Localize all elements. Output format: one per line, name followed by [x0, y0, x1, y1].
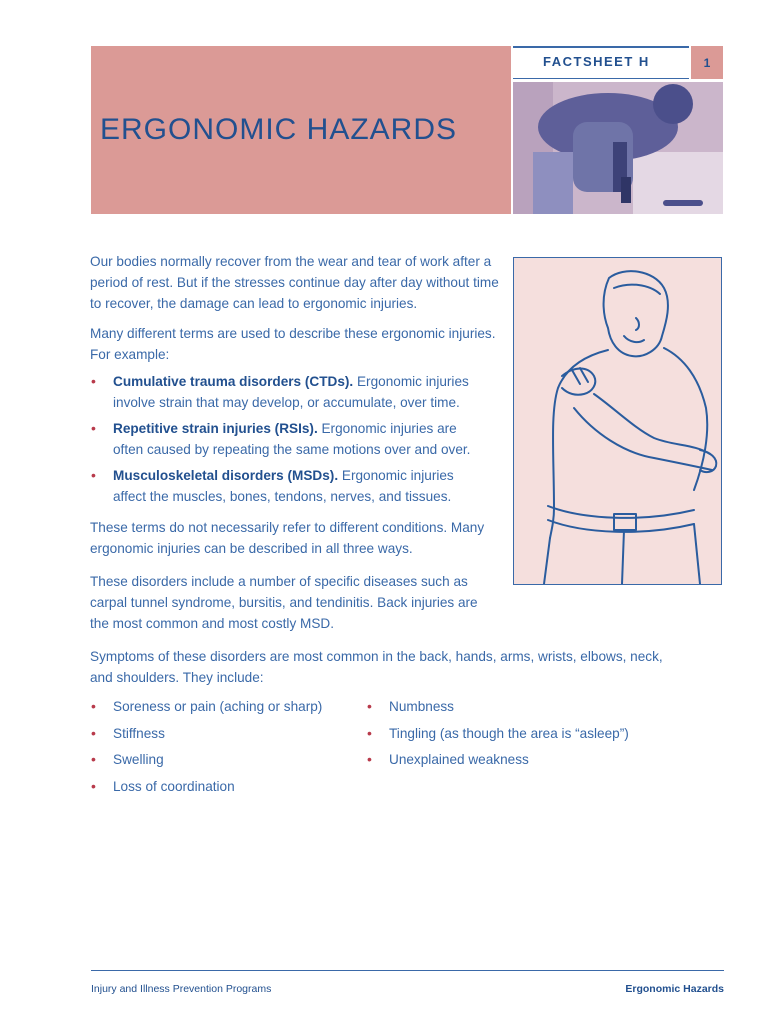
list-item [366, 723, 696, 744]
bullet-icon: • [367, 751, 372, 768]
list-item [90, 371, 490, 413]
factsheet-rule-top [513, 46, 689, 48]
bullet-icon: • [91, 724, 96, 741]
bullet-icon: • [91, 467, 96, 483]
bullet-icon: • [91, 420, 96, 436]
list-item [90, 465, 490, 507]
symptom-text: Numbness [389, 699, 454, 714]
list-item [366, 696, 696, 717]
term-description: Ergonomic injuries involve strain that may develop, or accumulate, over time. [113, 374, 469, 410]
bullet-icon: • [91, 778, 96, 795]
term-label: Repetitive strain injuries (RSIs). [113, 421, 318, 436]
symptom-text: Soreness or pain (aching or sharp) [113, 699, 323, 714]
shoulder-pain-illustration [513, 257, 722, 585]
factsheet-rule-bottom [513, 78, 689, 79]
symptom-text: Unexplained weakness [389, 752, 529, 768]
term-description: Ergonomic injuries are often caused by repeating the same motions over and over. [113, 421, 471, 457]
bullet-icon: • [367, 724, 372, 741]
bullet-icon: • [91, 373, 96, 389]
page-title: ERGONOMIC HAZARDS [100, 113, 458, 146]
list-item [90, 418, 490, 460]
symptom-text: Loss of coordination [113, 779, 235, 795]
list-item [90, 749, 360, 770]
bullet-icon: • [91, 698, 96, 714]
term-label: Musculoskeletal disorders (MSDs). [113, 468, 339, 483]
footer-program-name: Injury and Illness Prevention Programs [91, 983, 272, 995]
term-label: Cumulative trauma disorders (CTDs). [113, 374, 354, 389]
term-description: Ergonomic injuries affect the muscles, bones, tendons, nerves, and tissues. [113, 468, 454, 504]
conditions-paragraph: These terms do not necessarily refer to different conditions. Many ergonomic injuries can be described in all three ways. [90, 520, 485, 556]
factsheet-label: FACTSHEET H [543, 54, 650, 69]
factsheet-header [513, 46, 723, 80]
worker-drilling-photo [513, 82, 723, 214]
footer-divider [91, 970, 724, 971]
bullet-icon: • [367, 698, 372, 714]
intro-paragraph: Our bodies normally recover from the wear and tear of work after a period of rest. But if the stresses continue day after day without time to recover, the damage can lead to ergonomic injuries. [90, 254, 499, 311]
terms-list [90, 371, 490, 512]
bullet-icon: • [91, 751, 96, 768]
symptoms-paragraph: Symptoms of these disorders are most common in the back, hands, arms, wrists, elbows, neck, and shoulders. They include: [90, 649, 663, 685]
terms-intro-paragraph: Many different terms are used to describe these ergonomic injuries. For example: [90, 326, 496, 362]
list-item [90, 723, 360, 744]
symptoms-list-right [366, 696, 696, 776]
footer-section-name: Ergonomic Hazards [625, 983, 724, 995]
symptom-text: Tingling (as though the area is “asleep”) [389, 725, 629, 741]
symptoms-list-left [90, 696, 360, 803]
list-item [366, 749, 696, 770]
list-item [90, 696, 360, 717]
diseases-paragraph: These disorders include a number of specific diseases such as carpal tunnel syndrome, bursitis, and tendinitis. Back injuries are the most common and most costly MSD. [90, 574, 478, 631]
page-number: 1 [691, 46, 723, 79]
symptom-text: Stiffness [113, 725, 165, 741]
list-item [90, 776, 360, 797]
symptom-text: Swelling [113, 752, 164, 768]
